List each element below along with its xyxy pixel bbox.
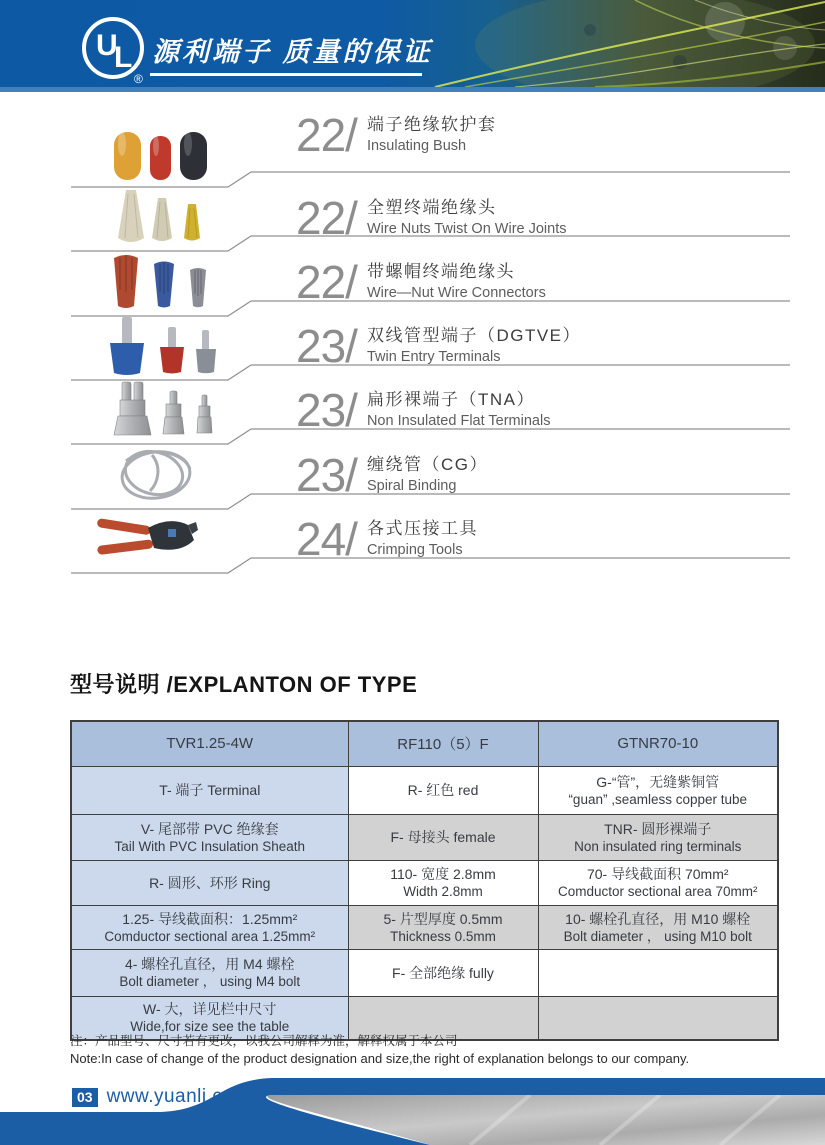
page-number: 22/ <box>296 109 357 161</box>
table-row: 4- 螺栓孔直径，用 M4 螺栓 Bolt diameter ， using M4 bolt F- 全部绝缘 fully <box>71 949 778 996</box>
col-header-tvr: TVR1.25-4W <box>71 721 348 766</box>
toc-title-cn: 双线管型端子（DGTVE） <box>366 326 582 345</box>
toc-title-cn: 带螺帽终端绝缘头 <box>366 262 515 281</box>
brand-title: 源利端子 质量的保证 <box>152 37 433 67</box>
toc-title-cn: 缠绕管（CG） <box>366 455 488 474</box>
toc-title-cn: 端子绝缘软护套 <box>366 115 497 134</box>
page-number: 23/ <box>296 320 357 372</box>
cell-text: 4- 螺栓孔直径，用 M4 螺栓 <box>124 956 295 972</box>
page-number-badge: 03 <box>72 1088 98 1107</box>
cell-text: T- 端子 Terminal <box>159 782 261 798</box>
page-number: 23/ <box>296 384 357 436</box>
toc-item-wire-nut-connectors <box>296 257 546 307</box>
svg-text:U: U <box>96 29 118 62</box>
website-url: www.yuanli.com <box>106 1086 250 1107</box>
toc-title-en: Non Insulated Flat Terminals <box>366 413 551 429</box>
footer-info <box>72 1086 250 1108</box>
table-row: R- 圆形、环形 Ring 110- 宽度 2.8mm Width 2.8mm 70- 导线截面积 70mm² Comductor sectional area 70mm² <box>71 860 778 905</box>
toc-item-insulating-bush <box>296 110 496 160</box>
svg-text:L: L <box>114 41 133 74</box>
cell-text: TNR- 圆形裸端子 <box>604 820 712 837</box>
spiral-binding-photo <box>92 443 232 503</box>
table-row: 1.25- 导线截面积：1.25mm² Comductor sectional area 1.25mm² 5- 片型厚度 0.5mm Thickness 0.5mm 10- 螺栓孔直径，用 M10 螺栓 Bolt diameter ， using M10 bolt <box>71 905 778 949</box>
svg-text:®: ® <box>134 72 143 86</box>
toc-item-wire-nuts <box>296 193 567 243</box>
toc-title-cn: 扁形裸端子（TNA） <box>366 390 535 409</box>
cell-text: 5- 片型厚度 0.5mm <box>383 910 503 927</box>
page-number: 24/ <box>296 513 357 565</box>
toc-item-flat-terminals <box>296 385 550 435</box>
page-number: 22/ <box>296 192 357 244</box>
toc-title-en: Crimping Tools <box>366 542 463 558</box>
table-row: W- 大，详见栏中尺寸 Wide,for size see the table <box>71 996 778 1040</box>
toc-item-spiral-binding <box>296 450 488 500</box>
flat-terminals-photo <box>92 379 232 439</box>
cell-text: R- 圆形、环形 Ring <box>149 874 271 891</box>
footnote <box>70 1033 770 1067</box>
header-bottom-strip <box>0 87 825 92</box>
page-header <box>0 0 825 87</box>
col-header-rf: RF110（5）F <box>348 721 538 766</box>
cell-text: 1.25- 导线截面积：1.25mm² <box>122 910 298 927</box>
toc-title-cn: 各式压接工具 <box>366 519 478 538</box>
footnote-cn: 注：产品型号、尺寸若有更改，以我公司解释为准，解释权属于本公司 <box>70 1034 458 1048</box>
toc-title-en: Wire—Nut Wire Connectors <box>366 285 546 301</box>
page-number: 23/ <box>296 449 357 501</box>
cell-text: F- 母接头 female <box>390 829 496 845</box>
col-header-gtnr: GTNR70-10 <box>538 721 778 766</box>
crimping-tool-photo <box>92 508 232 568</box>
cell-text: 70- 导线截面积 70mm² <box>586 866 729 882</box>
contents-list <box>0 94 825 580</box>
toc-title-cn: 全塑终端绝缘头 <box>366 198 497 217</box>
cell-text: W- 大，详见栏中尺寸 <box>142 1001 277 1018</box>
cell-text: 10- 螺栓孔直径，用 M10 螺栓 <box>565 910 751 927</box>
page-number: 22/ <box>296 256 357 308</box>
twin-entry-terminals-photo <box>92 315 232 375</box>
toc-title-en: Spiral Binding <box>366 478 457 494</box>
toc-title-en: Insulating Bush <box>366 138 467 154</box>
table-row: T- 端子 Terminal R- 红色 red G-“管”，无缝紫铜管 “guan” ,seamless copper tube <box>71 766 778 814</box>
ul-logo <box>76 13 152 87</box>
insulating-bush-photo <box>92 122 232 182</box>
footnote-en: Note:In case of change of the product designation and size,the right of explanation belongs to our company. <box>70 1051 690 1066</box>
wire-nuts-photo <box>92 186 232 246</box>
type-explanation-table <box>70 720 779 1041</box>
section-title: 型号说明 /EXPLANTON OF TYPE <box>70 672 418 697</box>
table-row: V- 尾部带 PVC 绝缘套 Tail With PVC Insulation Sheath F- 母接头 female TNR- 圆形裸端子 Non insulated ring terminals <box>71 814 778 860</box>
cell-text: F- 全部绝缘 fully <box>392 964 494 981</box>
type-explanation-section <box>70 668 777 1041</box>
header-decoration-swoosh <box>395 0 825 87</box>
cell-text: G-“管”，无缝紫铜管 <box>596 773 720 790</box>
toc-title-en: Wire Nuts Twist On Wire Joints <box>366 221 567 237</box>
cell-text: 110- 宽度 2.8mm <box>390 866 496 882</box>
wire-nut-connectors-photo <box>92 250 232 310</box>
toc-item-crimping-tools <box>296 514 478 564</box>
table-header-row <box>71 721 778 766</box>
toc-item-twin-entry-terminals <box>296 321 581 371</box>
cell-text: V- 尾部带 PVC 绝缘套 <box>140 820 279 837</box>
brand-underline <box>150 73 422 76</box>
cell-text: R- 红色 red <box>407 782 479 798</box>
toc-title-en: Twin Entry Terminals <box>366 349 501 365</box>
